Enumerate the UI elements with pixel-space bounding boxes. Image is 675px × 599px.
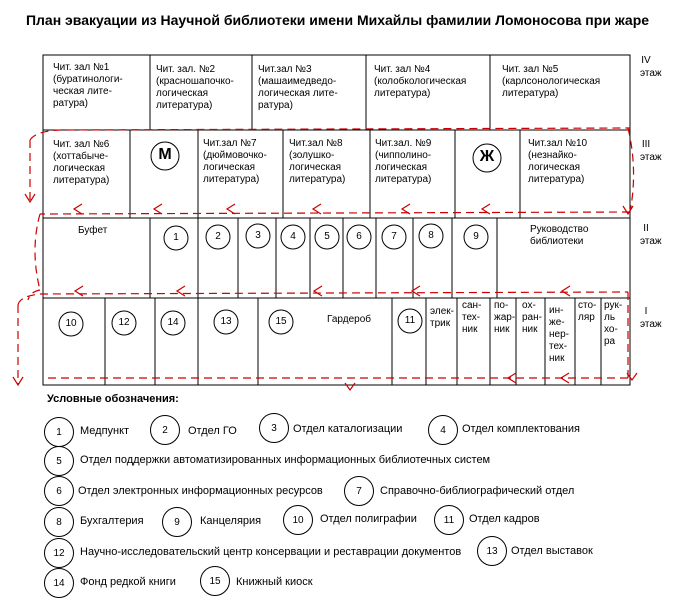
room-num: 1 [173, 232, 179, 243]
staff-electrician: элек-трик [430, 306, 454, 329]
room-reading-4: Чит. зал №4 (колобкологическая литература) [374, 64, 467, 99]
staff-choir-head: рук-ль хо-ра [604, 300, 623, 347]
cloakroom-label: Гардероб [327, 314, 371, 325]
legend-text: Книжный киоск [236, 576, 313, 588]
legend-num: 8 [44, 507, 74, 537]
plan-title: План эвакуации из Научной библиотеки имени Михайлы фамилии Ломоносова при жаре [25, 12, 650, 28]
legend-text: Научно-исследовательский центр консервации и реставрации документов [80, 546, 462, 558]
room-reading-6: Чит. зал №6 (хоттабыче-логическая литература) [53, 139, 110, 186]
legend-text: Справочно-библиографический отдел [380, 485, 575, 497]
room-reading-3: Чит.зал №3 (машаимедведо-логическая лите-ратура) [258, 64, 338, 111]
room-num: 5 [324, 231, 330, 242]
floor-label-2: II этаж [640, 223, 662, 247]
legend-text: Бухгалтерия [80, 515, 144, 527]
room-reading-5: Чит. зал №5 (карлсонологическая литература) [502, 64, 601, 99]
legend-text: Отдел выставок [511, 545, 593, 557]
floor-label-4: IV этаж [640, 55, 662, 79]
legend-text: Фонд редкой книги [80, 576, 176, 588]
legend-num: 2 [150, 415, 180, 445]
women-toilet-label: Ж [479, 148, 495, 165]
staff-guard: ох-ран-ник [522, 300, 542, 335]
room-reading-2: Чит. зал. №2 (красношапочко-логическая литература) [156, 64, 234, 111]
legend-num: 15 [200, 566, 230, 596]
legend-num: 1 [44, 417, 74, 447]
room-reading-1: Чит. зал №1 (буратинологи-ческая лите-ратура) [53, 62, 123, 109]
legend-text: Отдел ГО [188, 425, 237, 437]
floor-label-1: I этаж [640, 306, 662, 330]
legend-num: 7 [344, 476, 374, 506]
room-num: 15 [275, 316, 287, 327]
legend-num: 3 [259, 413, 289, 443]
legend-num: 10 [283, 505, 313, 535]
staff-carpenter: сто-ляр [578, 300, 597, 323]
legend-num: 9 [162, 507, 192, 537]
floor-label-3: III этаж [640, 139, 662, 163]
staff-plumber: сан-тех-ник [462, 300, 482, 335]
room-num: 14 [167, 317, 179, 328]
room-num: 2 [215, 231, 221, 242]
room-num: 10 [65, 318, 77, 329]
room-num: 8 [428, 230, 434, 241]
room-reading-10: Чит.зал №10 (незнайко-логическая литература) [528, 138, 588, 185]
legend-text: Отдел комплектования [462, 423, 580, 435]
legend-num: 14 [44, 568, 74, 598]
management-label: Руководство библиотеки [530, 224, 589, 247]
legend-num: 4 [428, 415, 458, 445]
legend-text: Отдел поддержки автоматизированных информационных библиотечных систем [80, 454, 491, 466]
room-num: 3 [255, 230, 261, 241]
room-reading-9: Чит.зал. №9 (чипполино-логическая литература) [375, 138, 432, 185]
men-toilet-label: М [158, 146, 172, 163]
buffet-label: Буфет [78, 225, 108, 236]
room-num: 12 [118, 317, 130, 328]
room-reading-8: Чит.зал №8 (золушко-логическая литература) [289, 138, 346, 185]
room-num: 9 [473, 231, 479, 242]
room-num: 11 [404, 315, 416, 326]
room-num: 6 [356, 231, 362, 242]
legend-title: Условные обозначения: [47, 393, 179, 405]
room-num: 4 [290, 231, 296, 242]
room-num: 7 [391, 231, 397, 242]
legend-text: Медпункт [80, 425, 130, 437]
legend-text: Канцелярия [200, 515, 262, 527]
legend-text: Отдел электронных информационных ресурсов [78, 485, 323, 497]
room-reading-7: Чит.зал №7 (дюймовочко-логическая литература) [203, 138, 267, 185]
legend-text: Отдел кадров [469, 513, 540, 525]
legend-num: 12 [44, 538, 74, 568]
legend-num: 13 [477, 536, 507, 566]
legend-num: 6 [44, 476, 74, 506]
legend-num: 5 [44, 446, 74, 476]
staff-fireman: по-жар-ник [494, 300, 516, 335]
room-num: 13 [220, 316, 232, 327]
legend-text: Отдел каталогизации [293, 423, 403, 435]
legend-text: Отдел полиграфии [320, 513, 417, 525]
staff-engineer: ин-же-нер-тех-ник [549, 305, 569, 364]
legend-num: 11 [434, 505, 464, 535]
